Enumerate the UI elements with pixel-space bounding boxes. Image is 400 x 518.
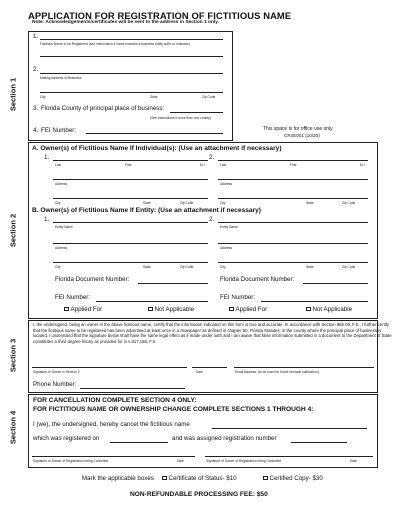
entity-2-applied-for[interactable]: Applied For [229, 306, 267, 313]
owner-2-zip-caption: Zip Code [342, 201, 356, 205]
entity-2-zip-caption: Zip Code [342, 265, 356, 269]
entity-2-state-caption: State [306, 265, 314, 269]
cancel-line-text: I (we), the undersigned, hereby cancel the fictitious name [33, 421, 190, 428]
item-2-number: 2. [33, 66, 39, 73]
certification-paragraph: I, the undersigned, being an owner in the above fictitious name, certify that the information indicated on this form is true and accurate. In accordance with Section 865.09, F.S., I further certify that the fictitious name to be registered has been advertised at least once in a newspaper as defined in chapter 50, Florida Statutes, in the county where the principal place of business is located. I understand that the signature below shall have the same legal effect as if made under oath and I am aware that false information submitted in a document to the Department of State constitutes a third degree felony as provided for in s.817.155, F.S. [33, 322, 392, 344]
cancel-signature-input-1[interactable] [32, 456, 195, 457]
owner-1-zip-caption: Zip Code [180, 201, 194, 205]
owner-1-address-input[interactable] [53, 179, 208, 180]
cancel-date-caption-1: Date [177, 459, 184, 463]
state-caption: State [150, 95, 158, 99]
fictitious-name-input-2[interactable] [40, 56, 223, 57]
item-3-number: 3. [33, 105, 39, 112]
registration-number-text: and was assigned registration number [172, 435, 277, 442]
office-use-text: This space is for office use only [263, 126, 333, 132]
entity-2-fl-doc-label: Florida Document Number: [220, 276, 295, 283]
form-note: Note: Acknowledgements/certificates will be sent to the address in Section 1 only. [32, 20, 219, 25]
phone-input[interactable] [80, 388, 185, 389]
email-caption: Email Address: (to be used for future renewal notification) [235, 370, 319, 374]
city-state-zip-input[interactable] [40, 92, 223, 93]
owner-1-city-caption: City [55, 201, 61, 205]
entity-2-city-input[interactable] [218, 262, 368, 263]
form-title: APPLICATION FOR REGISTRATION OF FICTITIOUS NAME [28, 10, 292, 21]
registration-number-input[interactable] [291, 442, 347, 443]
section-4-label: Section 4 [8, 410, 18, 445]
email-input[interactable] [234, 367, 374, 368]
fei-input[interactable] [86, 133, 223, 134]
cancellation-heading: FOR CANCELLATION COMPLETE SECTION 4 ONLY: [33, 397, 197, 404]
section-1-label: Section 1 [8, 77, 18, 112]
county-caption: (See instructions if more than one county) [150, 116, 212, 120]
section-2b-heading: B. Owner(s) of Fictitious Name If Entity: (Use an attachment if necessary) [32, 207, 261, 214]
processing-fee: NON-REFUNDABLE PROCESSING FEE: $50 [130, 491, 268, 498]
mailing-address-caption: Mailing Address of Business [40, 76, 82, 80]
registered-on-input[interactable] [110, 442, 168, 443]
item-1-number: 1. [33, 33, 39, 40]
entity-1-fl-doc-input[interactable] [138, 283, 208, 284]
certified-copy-option[interactable]: Certified Copy- $30 [263, 475, 323, 482]
form-code: CR4E001 (10/20) [284, 133, 320, 138]
mark-boxes-label: Mark the applicable boxes [82, 475, 154, 482]
entity-1-zip-caption: Zip Code [180, 265, 194, 269]
cancel-signature-caption-1: Signature of Owner of Registration being Cancelled [33, 459, 109, 463]
owner-signature-input[interactable] [32, 367, 187, 368]
section-3-label: Section 3 [8, 338, 18, 373]
fictitious-name-input[interactable] [40, 39, 223, 40]
fictitious-name-caption: Fictitious Name to be Registered (see instructions if name includes a business entity suffix or indicator) [40, 42, 190, 46]
owner-2-name-input[interactable] [218, 160, 368, 161]
owner-signature-date-input[interactable] [192, 367, 227, 368]
entity-2-not-applicable[interactable]: Not Applicable [306, 306, 352, 313]
entity-2-number: 2. [209, 216, 215, 223]
entity-2-city-caption: City [220, 265, 226, 269]
section-1-box [28, 31, 233, 141]
entity-2-fei-label: FEI Number: [220, 294, 256, 301]
county-input[interactable] [170, 112, 223, 113]
entity-1-not-applicable[interactable]: Not Applicable [148, 306, 194, 313]
entity-1-number: 1. [44, 216, 50, 223]
owner-2-first-caption: First [290, 163, 297, 167]
entity-1-applied-for[interactable]: Applied For [64, 306, 102, 313]
owner-2-last-caption: Last [220, 163, 227, 167]
entity-1-fl-doc-label: Florida Document Number: [55, 276, 130, 283]
cancel-signature-input-2[interactable] [205, 456, 373, 457]
entity-1-fei-label: FEI Number: [55, 294, 91, 301]
owner-1-last-caption: Last [55, 163, 62, 167]
owner-signature-caption: Signature of Owner in Section 2 [33, 370, 80, 374]
cancel-signature-caption-2: Signature of Owner of Registration being Cancelled [206, 459, 282, 463]
phone-label: Phone Number: [33, 381, 77, 388]
cancel-date-caption-2: Date [350, 459, 357, 463]
item-4-number: 4. [33, 127, 39, 134]
section-2a-heading: A. Owner(s) of Fictitious Name If Individual(s): (Use an attachment if necessary) [32, 145, 282, 152]
certified-copy-checkbox[interactable] [263, 476, 268, 481]
entity-2-fl-doc-input[interactable] [303, 283, 368, 284]
entity-1-name-caption: Entity Name [55, 225, 73, 229]
zip-caption: Zip Code [202, 95, 216, 99]
owner-2-mi-caption: M.I. [360, 163, 366, 167]
change-heading: FOR FICTITIOUS NAME OR OWNERSHIP CHANGE COMPLETE SECTIONS 1 THROUGH 4: [33, 406, 314, 413]
entity-2-address-caption: Address [220, 246, 233, 250]
owner-2-address-caption: Address [220, 182, 233, 186]
owner-signature-date-caption: Date [196, 370, 203, 374]
owner-2-state-caption: State [306, 201, 314, 205]
entity-2-name-input[interactable] [218, 222, 368, 223]
certificate-status-option[interactable]: Certificate of Status- $10 [162, 475, 237, 482]
owner-1-address-caption: Address [55, 182, 68, 186]
entity-1-city-caption: City [55, 265, 61, 269]
mailing-address-input[interactable] [40, 73, 223, 74]
entity-1-name-input[interactable] [53, 222, 208, 223]
entity-1-state-caption: State [143, 265, 151, 269]
entity-2-applied-for-checkbox[interactable] [229, 307, 234, 312]
owner-1-city-input[interactable] [53, 198, 208, 199]
county-label: Florida County of principal place of business: [41, 104, 165, 112]
city-caption: City [40, 95, 46, 99]
owner-1-mi-caption: M.I. [200, 163, 206, 167]
entity-1-address-input[interactable] [53, 243, 208, 244]
certificate-status-checkbox[interactable] [162, 476, 167, 481]
entity-1-not-applicable-checkbox[interactable] [148, 307, 153, 312]
entity-1-address-caption: Address [55, 246, 68, 250]
owner-1-name-input[interactable] [53, 160, 208, 161]
section-2-box [28, 142, 378, 319]
owner-1-state-caption: State [143, 201, 151, 205]
entity-1-city-input[interactable] [53, 262, 208, 263]
entity-1-fei-input[interactable] [96, 301, 208, 302]
owner-1-number: 1. [44, 154, 50, 161]
entity-2-fei-input[interactable] [261, 301, 368, 302]
owner-2-address-input[interactable] [218, 179, 368, 180]
cancel-name-input[interactable] [212, 428, 367, 429]
owner-1-first-caption: First [125, 163, 132, 167]
entity-2-not-applicable-checkbox[interactable] [306, 307, 311, 312]
owner-2-city-caption: City [220, 201, 226, 205]
entity-1-applied-for-checkbox[interactable] [64, 307, 69, 312]
owner-2-city-input[interactable] [218, 198, 368, 199]
entity-2-name-caption: Entity Name [220, 225, 238, 229]
fei-label: FEI Number: [41, 126, 77, 134]
entity-2-address-input[interactable] [218, 243, 368, 244]
owner-2-number: 2. [209, 154, 215, 161]
section-2-label: Section 2 [8, 213, 18, 248]
registered-on-text: which was registered on [33, 435, 100, 442]
